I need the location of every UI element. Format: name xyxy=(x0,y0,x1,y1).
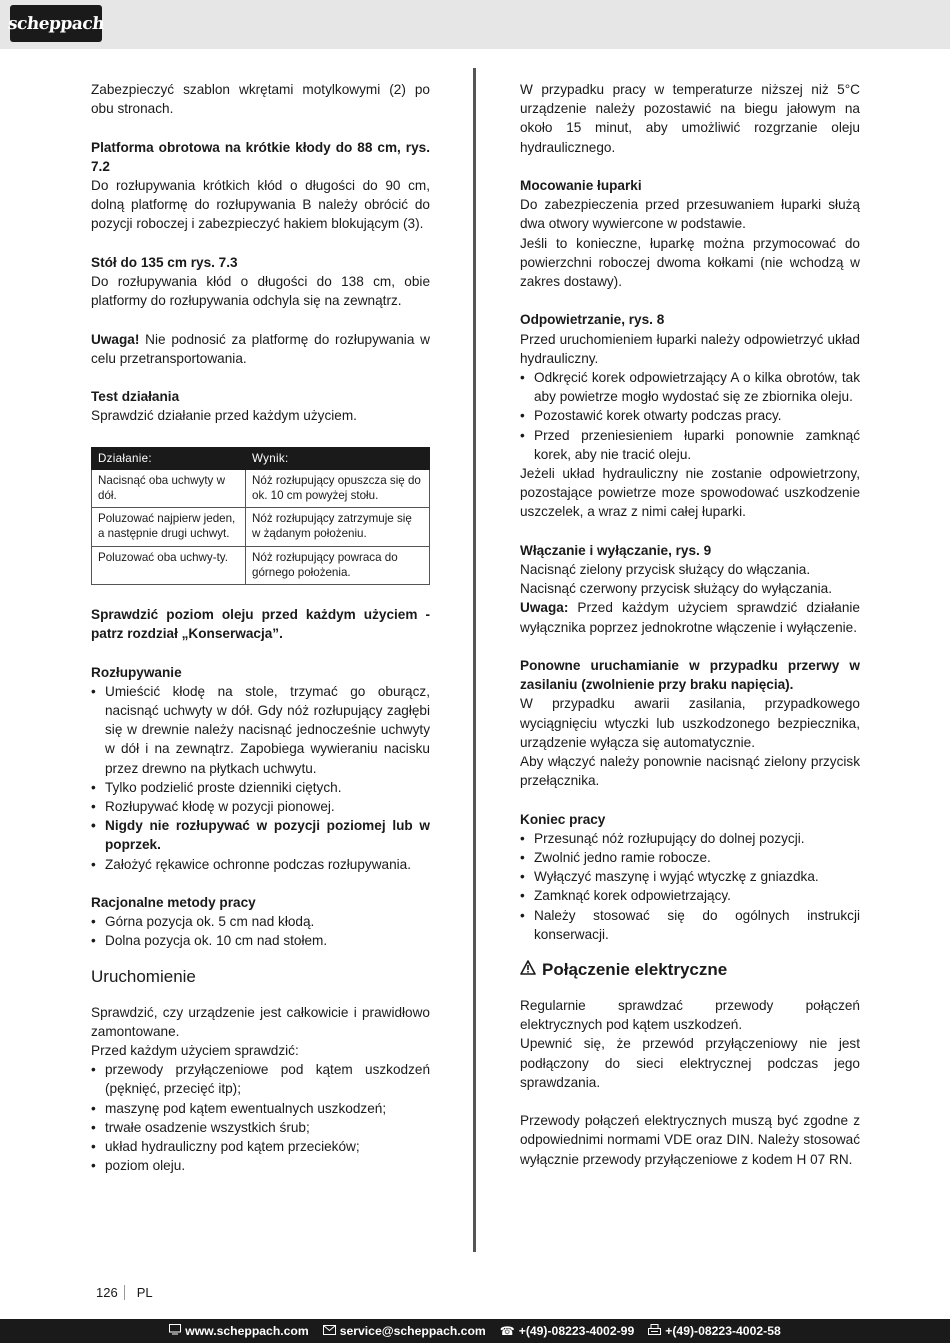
paragraph: Jeśli to konieczne, łuparkę można przymocować do powierzchni roboczej dwoma kołkami (nie wchodzą w zakres dostawy). xyxy=(520,235,860,290)
list-item: • Tylko podzielić proste dzienniki ciętych. xyxy=(91,778,430,797)
paragraph: W przypadku pracy w temperaturze niższej niż 5°C urządzenie należy pozostawić na biegu jałowym na około 15 minut, aby umożliwić rozgrzanie oleju hydraulicznego. xyxy=(520,82,860,155)
page-footer xyxy=(96,1285,153,1300)
splitting-list xyxy=(91,682,430,874)
phone-icon: ☎ xyxy=(499,1324,515,1338)
table-cell: Nóż rozłupujący opuszcza się do ok. 10 cm powyżej stołu. xyxy=(246,469,430,507)
section-title: Ponowne uruchamianie w przypadku przerwy w zasilaniu (zwolnienie przy braku napięcia). xyxy=(520,658,860,693)
fax-link[interactable] xyxy=(648,1324,781,1338)
list-item: • Dolna pozycja ok. 10 cm nad stołem. xyxy=(91,931,430,950)
paragraph: W przypadku awarii zasilania, przypadkowego wyciągnięciu wtyczki lub uszkodzonego bezpiecznika, urządzenie wyłącza się automatycznie. xyxy=(520,696,860,750)
table-cell: Poluzować najpierw jeden, a następnie drugi uchwyt. xyxy=(92,508,246,546)
section-title: Rozłupywanie xyxy=(91,664,182,680)
section-title: Platforma obrotowa na krótkie kłody do 88 cm, rys. 7.2 xyxy=(91,139,430,174)
list-item: • trwałe osadzenie wszystkich śrub; xyxy=(91,1118,430,1137)
bleeding-list xyxy=(520,368,860,464)
warning-note xyxy=(91,330,430,368)
heading-text: Połączenie elektryczne xyxy=(542,960,728,980)
table-cell: Nóż rozłupujący zatrzymuje się w żądanym położeniu. xyxy=(246,508,430,546)
list-item: • Przed przeniesieniem łuparki ponownie zamknąć korek, aby nie tracić oleju. xyxy=(520,426,860,464)
header-bar xyxy=(0,0,950,49)
list-item: • poziom oleju. xyxy=(91,1156,430,1175)
list-item: • Przesunąć nóż rozłupujący do dolnej pozycji. xyxy=(520,829,860,848)
table-row xyxy=(92,469,430,507)
fax-text: +(49)-08223-4002-58 xyxy=(665,1324,781,1338)
section-title: Test działania xyxy=(91,389,180,405)
table-row xyxy=(92,508,430,546)
paragraph: Zabezpieczyć szablon wkrętami motylkowymi (2) po obu stronach. xyxy=(91,82,430,117)
list-item: • Górna pozycja ok. 5 cm nad kłodą. xyxy=(91,912,430,931)
list-item: • Zwolnić jedno ramie robocze. xyxy=(520,848,860,867)
phone-text: +(49)-08223-4002-99 xyxy=(518,1324,635,1338)
email-text: service@scheppach.com xyxy=(339,1324,486,1338)
list-item: • Należy stosować się do ogólnych instrukcji konserwacji. xyxy=(520,906,860,944)
phone-link[interactable] xyxy=(500,1324,634,1338)
function-test-table xyxy=(91,447,430,585)
page-number: 126 xyxy=(96,1285,125,1300)
email-link[interactable] xyxy=(323,1324,486,1338)
table-cell: Poluzować oba uchwy-ty. xyxy=(92,546,246,584)
fax-icon xyxy=(648,1324,661,1338)
website-link[interactable] xyxy=(169,1324,309,1338)
section-heading: Uruchomienie xyxy=(91,966,196,986)
envelope-icon xyxy=(323,1324,336,1338)
section-title: Mocowanie łuparki xyxy=(520,178,642,193)
methods-list xyxy=(91,912,430,950)
brand-logo: scheppach xyxy=(10,5,102,42)
list-item: • układ hydrauliczny pod kątem przecieków; xyxy=(91,1137,430,1156)
paragraph: Przed każdym użyciem sprawdzić: xyxy=(91,1043,299,1059)
list-item: • Wyłączyć maszynę i wyjąć wtyczkę z gniazdka. xyxy=(520,867,860,886)
warning-text: Przed każdym użyciem sprawdzić działanie wyłącznika poprzez jednokrotne włączenie i wyłączenie. xyxy=(520,600,860,635)
section-title: Stół do 135 cm rys. 7.3 xyxy=(91,254,238,270)
list-item: • Zamknąć korek odpowietrzający. xyxy=(520,886,860,905)
paragraph: Nacisnąć czerwony przycisk służący do wyłączania. xyxy=(520,581,833,597)
paragraph: Do rozłupywania krótkich kłód o długości do 90 cm, dolną platformę do rozłupywania B należy obrócić do pozycji roboczej i zabezpieczyć hakiem blokującym (3). xyxy=(91,178,430,232)
paragraph: Upewnić się, że przewód przyłączeniowy nie jest podłączony do sieci elektrycznej podczas jego sprawdzania. xyxy=(520,1036,860,1090)
list-item: • Nigdy nie rozłupywać w pozycji poziomej lub w poprzek. xyxy=(91,816,430,854)
paragraph: Sprawdzić działanie przed każdym użyciem. xyxy=(91,408,357,424)
warning-triangle-icon xyxy=(520,958,536,982)
paragraph: Przed uruchomieniem łuparki należy odpowietrzyć układ hydrauliczny. xyxy=(520,331,860,366)
paragraph: Sprawdzić, czy urządzenie jest całkowicie i prawidłowo zamontowane. xyxy=(91,1004,430,1039)
list-item: • maszynę pod kątem ewentualnych uszkodzeń; xyxy=(91,1099,430,1118)
paragraph: Aby włączyć należy ponownie nacisnąć zielony przycisk przełącznika. xyxy=(520,754,860,789)
warning-label: Uwaga: xyxy=(520,600,569,616)
end-of-work-list xyxy=(520,829,860,944)
section-title: Włączanie i wyłączanie, rys. 9 xyxy=(520,542,712,558)
warning-label: Uwaga! xyxy=(91,331,140,347)
list-item: • przewody przyłączeniowe pod kątem uszkodzeń (pęknięć, przecięć itp); xyxy=(91,1060,430,1098)
oil-check-note: Sprawdzić poziom oleju przed każdym użyciem - patrz rozdział „Konserwacja”. xyxy=(91,607,430,642)
section-heading xyxy=(520,958,860,982)
monitor-icon xyxy=(169,1324,181,1338)
paragraph: Jeżeli układ hydrauliczny nie zostanie odpowietrzony, pozostające powietrze moze spowodować uszkodzenie uszczelek, a wraz z nimi całej łuparki. xyxy=(520,466,860,520)
warning-note xyxy=(520,598,860,636)
table-header: Wynik: xyxy=(246,447,430,469)
paragraph: Do rozłupywania kłód o długości do 138 cm, obie platformy do rozłupywania odchyla się na zewnątrz. xyxy=(91,274,430,309)
section-title: Odpowietrzanie, rys. 8 xyxy=(520,312,665,328)
table-row xyxy=(92,546,430,584)
paragraph: Nacisnąć zielony przycisk służący do włączania. xyxy=(520,562,811,578)
right-column xyxy=(520,80,860,1169)
table-header: Działanie: xyxy=(92,447,246,469)
list-item: • Odkręcić korek odpowietrzający A o kilka obrotów, tak aby powietrze mogło wydostać się ze zbiornika oleju. xyxy=(520,368,860,406)
list-item: • Pozostawić korek otwarty podczas pracy. xyxy=(520,406,860,425)
section-title: Koniec pracy xyxy=(520,811,606,827)
warning-text: Nie podnosić za platformę do rozłupywania w celu przetransportowania. xyxy=(91,331,430,366)
column-divider xyxy=(473,68,476,1252)
paragraph: Do zabezpieczenia przed przesuwaniem łuparki służą dwa otwory wywiercone w podstawie. xyxy=(520,197,860,232)
list-item: • Rozłupywać kłodę w pozycji pionowej. xyxy=(91,797,430,816)
table-cell: Nóż rozłupujący powraca do górnego położenia. xyxy=(246,546,430,584)
language-code: PL xyxy=(136,1285,153,1300)
list-item: • Założyć rękawice ochronne podczas rozłupywania. xyxy=(91,855,430,874)
paragraph: Przewody połączeń elektrycznych muszą być zgodne z odpowiednimi normami VDE oraz DIN. Należy stosować wyłącznie przewody przyłączeniowe z kodem H 07 RN. xyxy=(520,1113,860,1167)
website-text: www.scheppach.com xyxy=(185,1324,309,1338)
contact-bar xyxy=(0,1319,950,1343)
paragraph: Regularnie sprawdzać przewody połączeń elektrycznych pod kątem uszkodzeń. xyxy=(520,998,860,1033)
section-title: Racjonalne metody pracy xyxy=(91,895,256,911)
checks-list xyxy=(91,1060,430,1175)
table-cell: Nacisnąć oba uchwyty w dół. xyxy=(92,469,246,507)
list-item: • Umieścić kłodę na stole, trzymać go oburącz, nacisnąć uchwyty w dół. Gdy nóż rozłupujący zagłębi się w drewnie należy nacisnąć jednocześnie uchwyty w dół i na zewnątrz. Zapobiega wywieraniu nacisku przez drewno na płytkach uchwytu. xyxy=(91,682,430,778)
left-column xyxy=(91,80,430,1175)
